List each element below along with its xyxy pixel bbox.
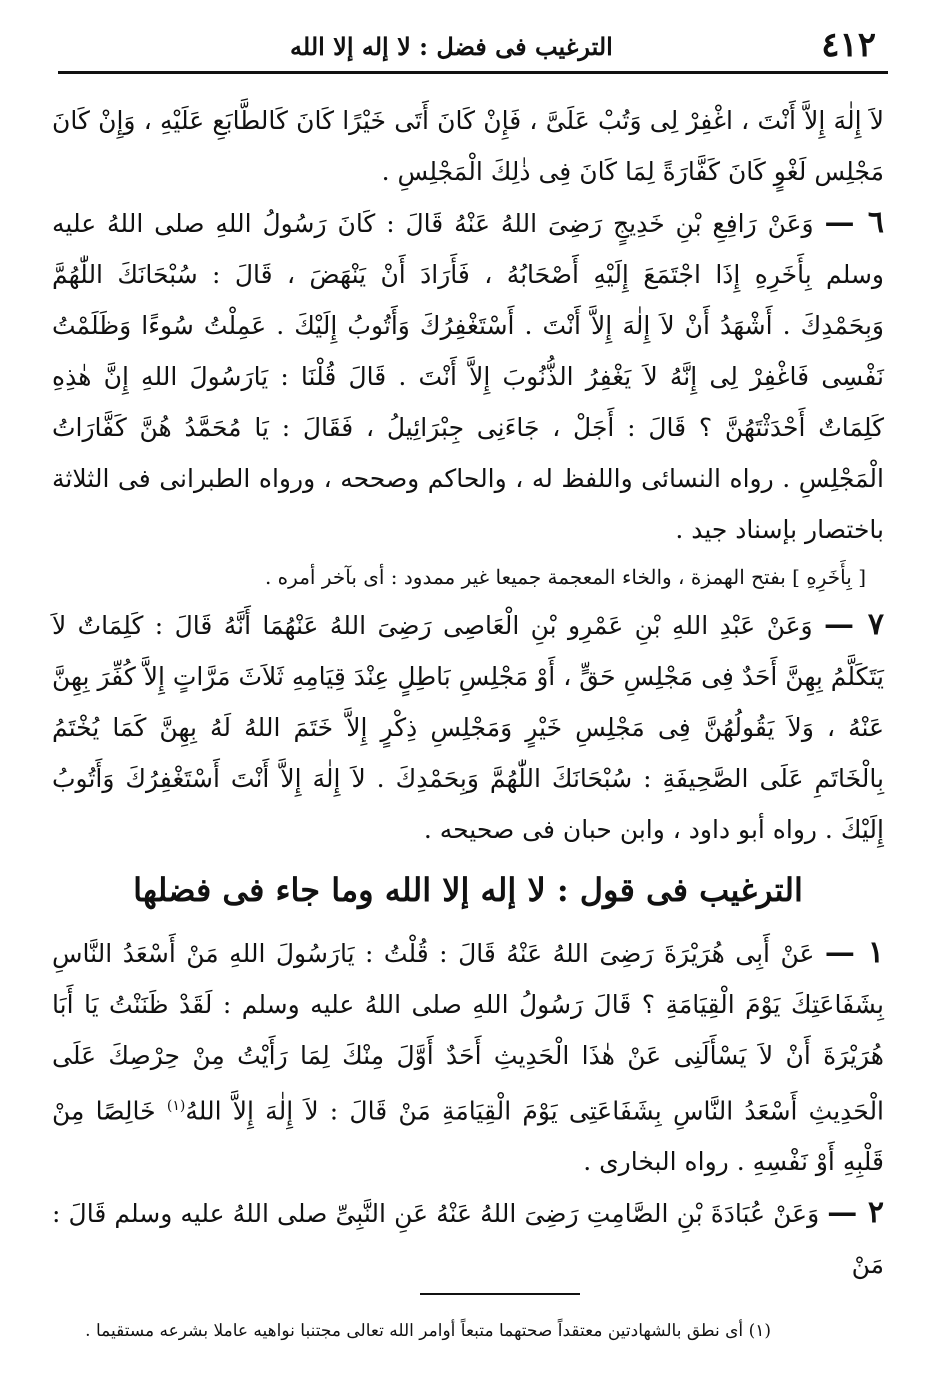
hadith-text-continued: خَالِصًا مِنْ قَلْبِهِ أَوْ نَفْسِهِ . رواه البخارى . (52, 1096, 884, 1177)
footnote-marker: (١) (748, 1321, 771, 1341)
footnote (80, 1318, 771, 1344)
hadith-number: ١ — (824, 935, 885, 970)
footnote-reference: (١) (166, 1098, 186, 1114)
main-text (52, 95, 884, 1290)
hadith-2 (52, 1187, 884, 1290)
footnote-rule (420, 1293, 580, 1295)
hadith-7 (52, 599, 884, 855)
page-header (60, 22, 876, 72)
running-title: الترغيب فى فضل : لا إله إلا الله (290, 32, 613, 61)
paragraph-continuation: لاَ إِلٰهَ إِلاَّ أَنْتَ ، اغْفِرْ لِى وَتُبْ عَلَىَّ ، فَإِنْ كَانَ أَتَى خَيْرًا كَانَ كَالطَّابَعِ عَلَيْهِ ، وَإِنْ كَانَ مَجْلِس لَغْوٍ كَانَ كَفَّارَةً لِمَا كَانَ فِى ذٰلِكَ الْمَجْلِسِ . (52, 106, 884, 186)
hadith-1 (52, 927, 884, 1187)
hadith-text: وَعَنْ عَبْدِ اللهِ بْنِ عَمْرِو بْنِ الْعَاصِى رَضِىَ اللهُ عَنْهُمَا أَنَّهُ قَالَ : كَلِمَاتٌ لاَ يَتَكَلَّمُ بِهِنَّ أَحَدٌ فِى مَجْلِسِ حَقٍّ ، أَوْ مَجْلِسِ بَاطِلٍ عِنْدَ قِيَامِهِ ثَلاَثَ مَرَّاتٍ إِلاَّ كُفِّرَ بِهِنَّ عَنْهُ ، وَلاَ يَقُولُهُنَّ فِى مَجْلِسِ خَيْرٍ وَمَجْلِسِ ذِكْرٍ إِلاَّ خَتَمَ اللهُ لَهُ بِهِنَّ كَمَا يُخْتَمُ بِالْخَاتَمِ عَلَى الصَّحِيفَةِ : سُبْحَانَكَ اللّٰهُمَّ وَبِحَمْدِكَ . لاَ إِلٰهَ إِلاَّ أَنْتَ أَسْتَغْفِرُكَ وَأَتُوبُ إِلَيْكَ . رواه أبو داود ، وابن حبان فى صحيحه . (52, 611, 884, 844)
hadith-number: ٦ — (824, 205, 885, 240)
hadith-6 (52, 197, 884, 555)
hadith-number: ٢ — (827, 1195, 884, 1231)
section-heading: الترغيب فى قول : لا إله إلا الله وما جاء فى فضلها (133, 871, 803, 909)
header-rule (58, 71, 888, 74)
hadith-number: ٧ — (824, 607, 885, 642)
hadith-text: وَعَنْ رَافِعِ بْنِ خَدِيجٍ رَضِىَ اللهُ عَنْهُ قَالَ : كَانَ رَسُولُ اللهِ صلى اللهُ عليه وسلم بِأَخَرِهِ إِذَا اجْتَمَعَ إِلَيْهِ أَصْحَابُهُ ، فَأَرَادَ أَنْ يَنْهَضَ ، قَالَ : سُبْحَانَكَ اللّٰهُمَّ وَبِحَمْدِكَ . أَشْهَدُ أَنْ لاَ إِلٰهَ إِلاَّ أَنْتَ . أَسْتَغْفِرُكَ وَأَتُوبُ إِلَيْكَ . عَمِلْتُ سُوءًا وَظَلَمْتُ نَفْسِى فَاغْفِرْ لِى إِنَّهُ لاَ يَغْفِرُ الذُّنُوبَ إِلاَّ أَنْتَ . قَالَ قُلْنَا : يَارَسُولَ اللهِ إِنَّ هٰذِهِ كَلِمَاتٌ أَحْدَثْتَهُنَّ ؟ قَالَ : أَجَلْ ، جَاءَنِى جِبْرَائِيلُ ، فَقَالَ : يَا مُحَمَّدُ هُنَّ كَفَّارَاتُ الْمَجْلِسِ . رواه النسائى واللفظ له ، والحاكم وصححه ، ورواه الطبرانى فى الثلاثة باختصار بإسناد جيد . (52, 209, 884, 544)
page-number: ٤١٢ (821, 25, 876, 65)
hadith-text: وَعَنْ عُبَادَةَ بْنِ الصَّامِتِ رَضِىَ اللهُ عَنْهُ عَنِ النَّبِىِّ صلى اللهُ عليه وسلم قَالَ : مَنْ (52, 1199, 884, 1280)
gloss-note: [ بِأَخَرِهِ ] بفتح الهمزة ، والخاء المعجمة جميعا غير ممدود : أى بآخر أمره . (264, 565, 866, 589)
footnote-text: أى نطق بالشهادتين معتقداً صحتهما متبعاً أوامر الله تعالى مجتنبا نواهيه عاملا بشرعه مستقيما . (85, 1321, 744, 1341)
hadith-text: عَنْ أَبِى هُرَيْرَةَ رَضِىَ اللهُ عَنْهُ قَالَ : قُلْتُ : يَارَسُولَ اللهِ مَنْ أَسْعَدُ النَّاسِ بِشَفَاعَتِكَ يَوْمَ الْقِيَامَةِ ؟ قَالَ رَسُولُ اللهِ صلى اللهُ عليه وسلم : لَقَدْ ظَنَنْتُ يَا أَبَا هُرَيْرَةَ أَنْ لاَ يَسْأَلَنِى عَنْ هٰذَا الْحَدِيثِ أَحَدٌ أَوَّلَ مِنْكَ لِمَا رَأَيْتُ مِنْ حِرْصِكَ عَلَى الْحَدِيثِ أَسْعَدُ النَّاسِ بِشَفَاعَتِى يَوْمَ الْقِيَامَةِ مَنْ قَالَ : لاَ إِلٰهَ إِلاَّ اللهُ (52, 939, 885, 1126)
